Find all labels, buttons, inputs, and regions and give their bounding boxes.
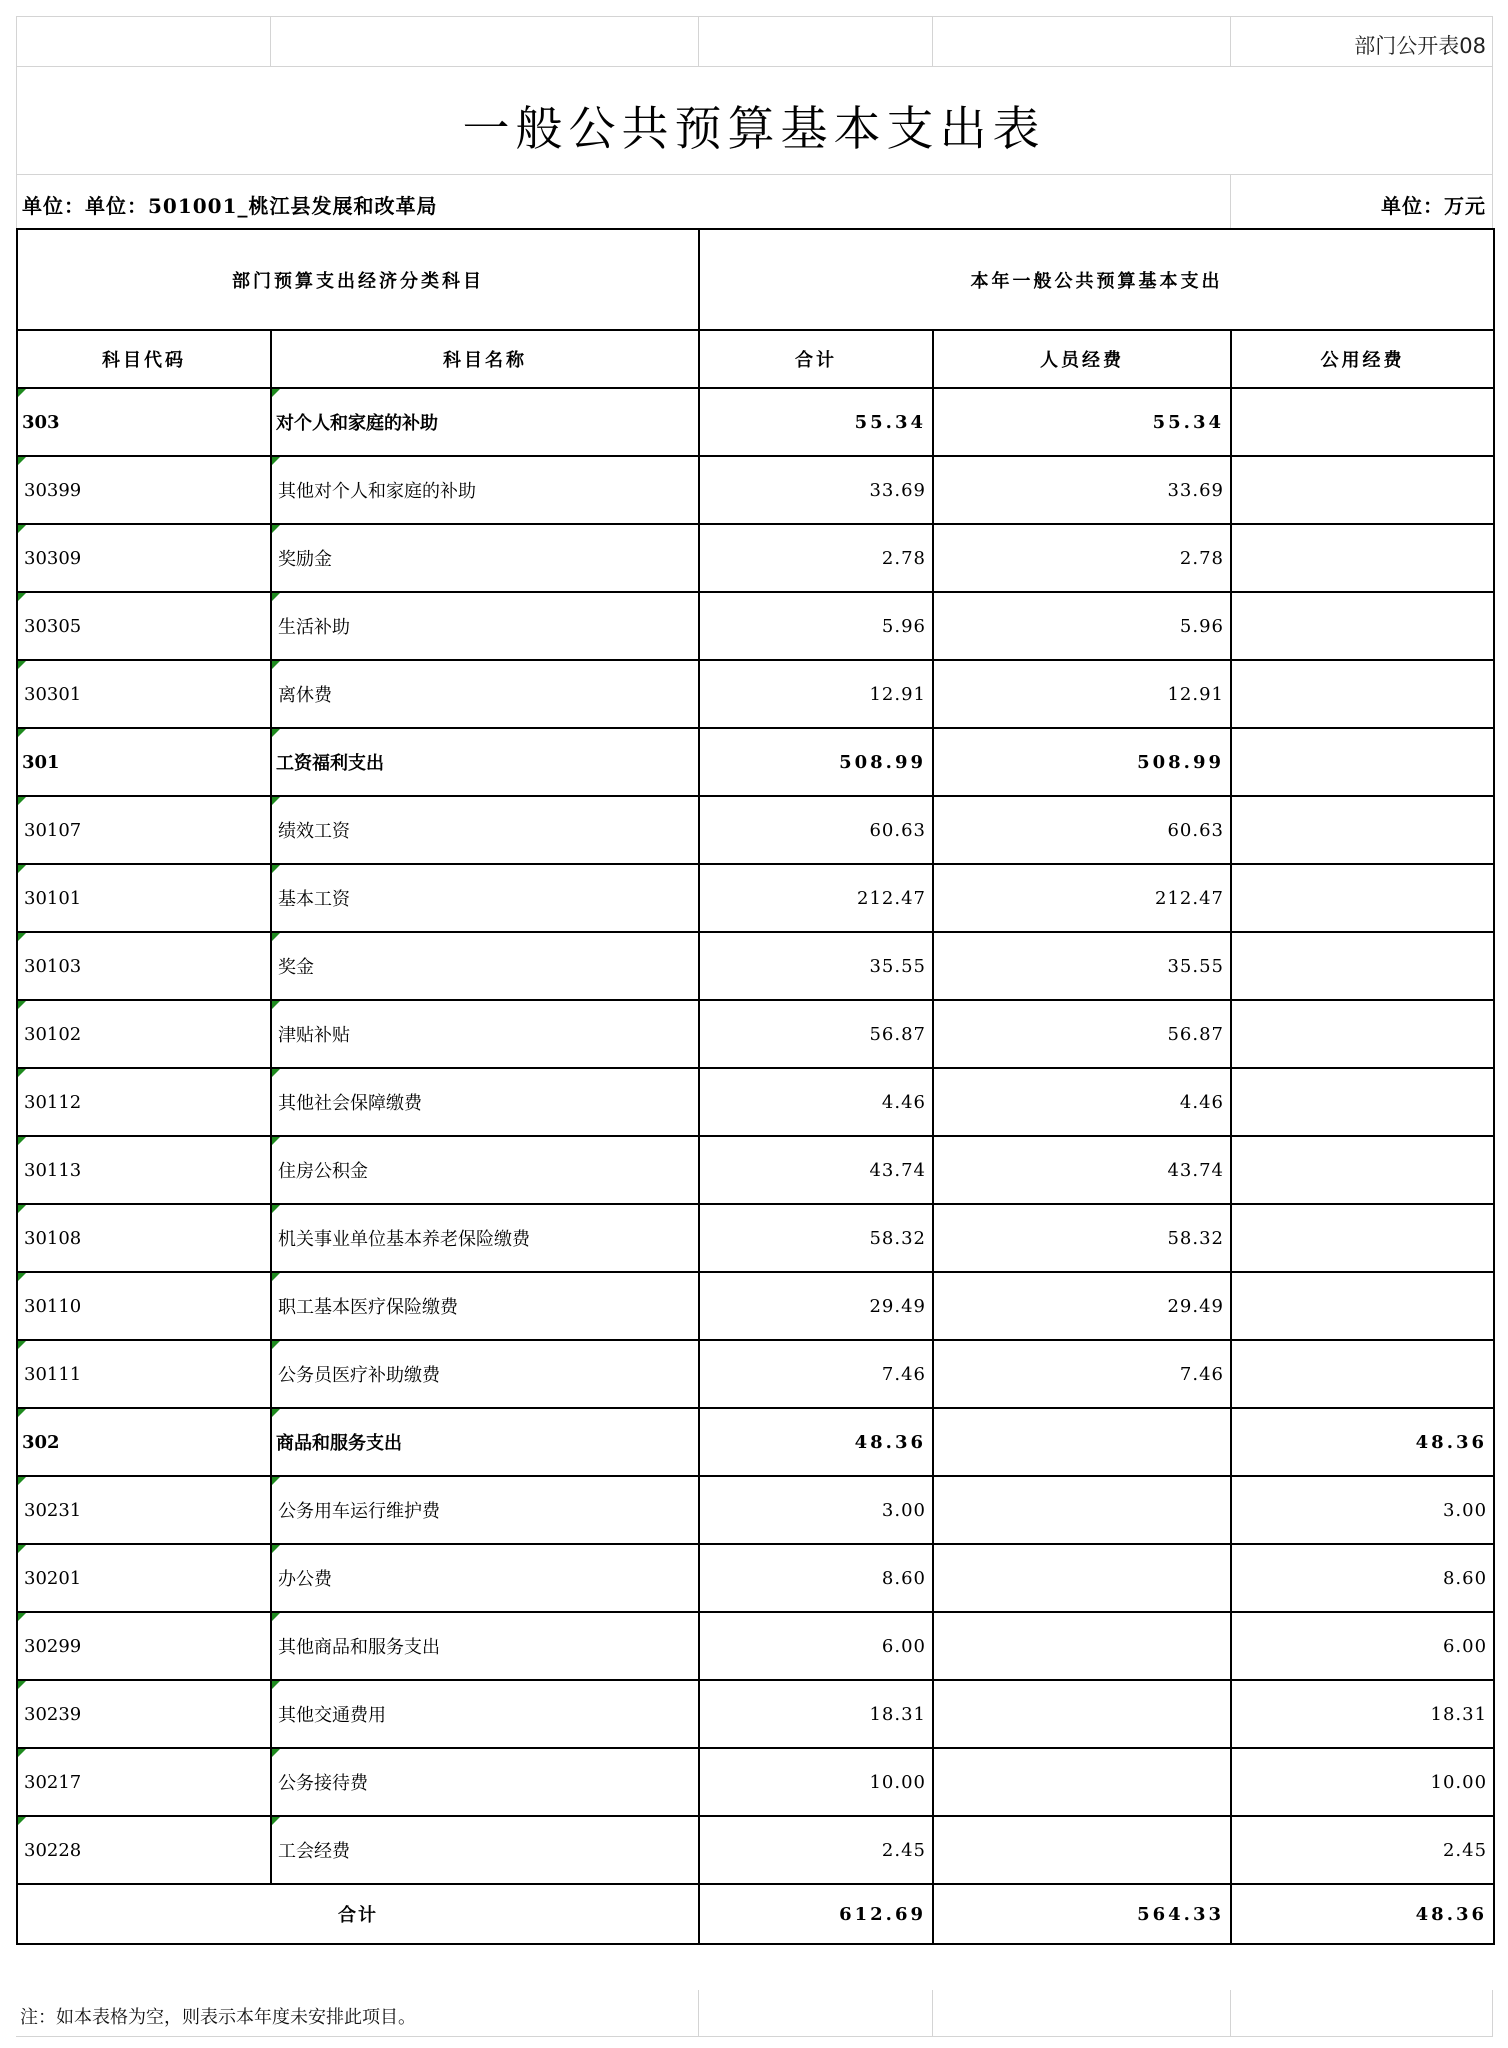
cell-comment-marker-icon xyxy=(18,1477,26,1485)
cell-public[interactable] xyxy=(1231,728,1494,796)
cell-personnel-text: 4.46 xyxy=(1179,1091,1224,1113)
cell-name-text: 基本工资 xyxy=(278,889,350,910)
cell-comment-marker-icon xyxy=(272,593,280,601)
cell-personnel-text: 508.99 xyxy=(1137,751,1224,773)
cell-comment-marker-icon xyxy=(18,593,26,601)
cell-name-text: 商品和服务支出 xyxy=(276,1433,402,1454)
cell-comment-marker-icon xyxy=(272,1001,280,1009)
cell-comment-marker-icon xyxy=(18,797,26,805)
cell-total-text: 12.91 xyxy=(869,683,926,705)
cell-personnel-text: 29.49 xyxy=(1167,1295,1224,1317)
cell-name-text: 绩效工资 xyxy=(278,821,350,842)
grid-line xyxy=(698,16,699,66)
cell-total[interactable] xyxy=(699,1272,933,1340)
cell-total[interactable] xyxy=(699,1476,933,1544)
table-row xyxy=(17,864,1494,932)
cell-public[interactable] xyxy=(1231,1136,1494,1204)
cell-name-text: 对个人和家庭的补助 xyxy=(276,413,438,434)
cell-total-text: 8.60 xyxy=(881,1567,926,1589)
cell-comment-marker-icon xyxy=(272,1477,280,1485)
cell-public[interactable] xyxy=(1231,524,1494,592)
cell-comment-marker-icon xyxy=(272,1409,280,1417)
header-row-columns xyxy=(17,330,1494,388)
cell-comment-marker-icon xyxy=(272,729,280,737)
table-row xyxy=(17,1136,1494,1204)
cell-total-text: 10.00 xyxy=(869,1771,926,1793)
table-row xyxy=(17,1000,1494,1068)
cell-public[interactable] xyxy=(1231,592,1494,660)
cell-public[interactable] xyxy=(1231,1544,1494,1612)
cell-public[interactable] xyxy=(1231,1816,1494,1884)
cell-comment-marker-icon xyxy=(18,389,26,397)
cell-code[interactable] xyxy=(17,1476,271,1544)
cell-total-text: 55.34 xyxy=(854,411,926,433)
table-row xyxy=(17,1068,1494,1136)
header-name: 科目名称 xyxy=(271,330,699,388)
cell-code-text: 30228 xyxy=(24,1839,82,1861)
cell-code[interactable] xyxy=(17,1680,271,1748)
cell-code-text: 30101 xyxy=(24,887,82,909)
table-row-category xyxy=(17,1408,1494,1476)
cell-total-text: 33.69 xyxy=(869,479,926,501)
cell-name[interactable] xyxy=(271,932,699,1000)
cell-personnel[interactable] xyxy=(933,660,1231,728)
cell-comment-marker-icon xyxy=(18,661,26,669)
header-category-group: 部门预算支出经济分类科目 xyxy=(17,229,699,330)
cell-code-text: 303 xyxy=(22,411,60,433)
cell-name-text: 工资福利支出 xyxy=(276,753,384,774)
cell-comment-marker-icon xyxy=(272,661,280,669)
cell-name-text: 其他对个人和家庭的补助 xyxy=(278,481,476,502)
cell-name-text: 其他社会保障缴费 xyxy=(278,1093,422,1114)
cell-public[interactable] xyxy=(1231,388,1494,456)
cell-personnel[interactable] xyxy=(933,1748,1231,1816)
cell-name-text: 工会经费 xyxy=(278,1841,350,1862)
cell-public[interactable] xyxy=(1231,796,1494,864)
cell-name-text: 公务员医疗补助缴费 xyxy=(278,1365,440,1386)
cell-total[interactable] xyxy=(699,1068,933,1136)
cell-personnel[interactable] xyxy=(933,1612,1231,1680)
cell-code[interactable] xyxy=(17,1816,271,1884)
cell-personnel[interactable] xyxy=(933,456,1231,524)
table-row xyxy=(17,660,1494,728)
cell-comment-marker-icon xyxy=(18,457,26,465)
cell-personnel-text: 56.87 xyxy=(1167,1023,1224,1045)
cell-code-text: 302 xyxy=(22,1431,60,1453)
cell-comment-marker-icon xyxy=(18,1001,26,1009)
table-row xyxy=(17,1748,1494,1816)
cell-total[interactable] xyxy=(699,1544,933,1612)
cell-public[interactable] xyxy=(1231,932,1494,1000)
cell-comment-marker-icon xyxy=(18,1341,26,1349)
cell-total[interactable] xyxy=(699,1680,933,1748)
cell-code-text: 30299 xyxy=(24,1635,82,1657)
cell-total[interactable] xyxy=(699,524,933,592)
cell-code-text: 30113 xyxy=(24,1159,82,1181)
cell-name-text: 机关事业单位基本养老保险缴费 xyxy=(278,1229,530,1250)
cell-code-text: 30217 xyxy=(24,1771,82,1793)
cell-total[interactable] xyxy=(699,388,933,456)
cell-comment-marker-icon xyxy=(18,1205,26,1213)
cell-name[interactable] xyxy=(271,796,699,864)
table-row xyxy=(17,796,1494,864)
table-row xyxy=(17,1816,1494,1884)
grid-line xyxy=(932,1990,933,2036)
cell-code[interactable] xyxy=(17,1408,271,1476)
cell-comment-marker-icon xyxy=(272,1545,280,1553)
cell-name[interactable] xyxy=(271,1408,699,1476)
cell-code-text: 301 xyxy=(22,751,60,773)
unit-label: 单位：单位：501001_桃江县发展和改革局 xyxy=(22,194,438,218)
footnote: 注：如本表格为空，则表示本年度未安排此项目。 xyxy=(20,2007,416,2028)
cell-public[interactable] xyxy=(1231,1068,1494,1136)
cell-total-text: 212.47 xyxy=(857,887,926,909)
cell-public-text: 3.00 xyxy=(1442,1499,1488,1521)
cell-personnel[interactable] xyxy=(933,932,1231,1000)
cell-total[interactable] xyxy=(699,1408,933,1476)
cell-personnel-text: 7.46 xyxy=(1179,1363,1224,1385)
cell-code-text: 30231 xyxy=(24,1499,82,1521)
table-row-category xyxy=(17,388,1494,456)
cell-total[interactable] xyxy=(699,1816,933,1884)
budget-table xyxy=(16,228,1495,1945)
cell-name[interactable] xyxy=(271,1748,699,1816)
cell-name[interactable] xyxy=(271,1544,699,1612)
cell-personnel-text: 55.34 xyxy=(1152,411,1224,433)
grid-line xyxy=(270,16,271,66)
cell-code[interactable] xyxy=(17,728,271,796)
cell-public[interactable] xyxy=(1231,1272,1494,1340)
cell-comment-marker-icon xyxy=(272,525,280,533)
cell-name[interactable] xyxy=(271,1816,699,1884)
total-public[interactable]: 48.36 xyxy=(1231,1884,1494,1944)
cell-public-text: 10.00 xyxy=(1430,1771,1488,1793)
cell-personnel[interactable] xyxy=(933,524,1231,592)
cell-comment-marker-icon xyxy=(18,729,26,737)
grid-line xyxy=(16,174,1493,175)
grid-line xyxy=(16,16,1493,17)
cell-name[interactable] xyxy=(271,1612,699,1680)
cell-comment-marker-icon xyxy=(272,933,280,941)
cell-name[interactable] xyxy=(271,388,699,456)
cell-name-text: 住房公积金 xyxy=(278,1161,368,1182)
cell-code[interactable] xyxy=(17,1748,271,1816)
cell-personnel[interactable] xyxy=(933,864,1231,932)
cell-code-text: 30110 xyxy=(24,1295,82,1317)
cell-code[interactable] xyxy=(17,592,271,660)
cell-comment-marker-icon xyxy=(272,1137,280,1145)
cell-comment-marker-icon xyxy=(272,1613,280,1621)
header-expenditure-group: 本年一般公共预算基本支出 xyxy=(699,229,1494,330)
cell-name[interactable] xyxy=(271,1068,699,1136)
cell-personnel-text: 58.32 xyxy=(1167,1227,1224,1249)
cell-name[interactable] xyxy=(271,1340,699,1408)
cell-code-text: 30107 xyxy=(24,819,82,841)
header-total: 合计 xyxy=(699,330,933,388)
table-row xyxy=(17,1612,1494,1680)
cell-code[interactable] xyxy=(17,388,271,456)
cell-total[interactable] xyxy=(699,728,933,796)
cell-personnel[interactable] xyxy=(933,1408,1231,1476)
cell-total[interactable] xyxy=(699,592,933,660)
grid-line xyxy=(1230,174,1231,228)
cell-comment-marker-icon xyxy=(272,1205,280,1213)
cell-total[interactable] xyxy=(699,456,933,524)
cell-personnel[interactable] xyxy=(933,1476,1231,1544)
cell-public[interactable] xyxy=(1231,1340,1494,1408)
cell-comment-marker-icon xyxy=(18,1273,26,1281)
cell-total-text: 508.99 xyxy=(839,751,926,773)
cell-name-text: 离休费 xyxy=(278,685,332,706)
header-row-group xyxy=(17,229,1494,330)
cell-name-text: 其他商品和服务支出 xyxy=(278,1637,440,1658)
cell-name-text: 其他交通费用 xyxy=(278,1705,386,1726)
cell-code[interactable] xyxy=(17,1204,271,1272)
cell-personnel-text: 33.69 xyxy=(1167,479,1224,501)
cell-comment-marker-icon xyxy=(18,1137,26,1145)
total-label: 合计 xyxy=(17,1884,699,1944)
cell-code-text: 30309 xyxy=(24,547,82,569)
cell-public-text: 8.60 xyxy=(1442,1567,1488,1589)
cell-name[interactable] xyxy=(271,592,699,660)
table-row-total xyxy=(17,1884,1494,1944)
cell-comment-marker-icon xyxy=(272,1681,280,1689)
cell-total[interactable] xyxy=(699,864,933,932)
cell-code[interactable] xyxy=(17,456,271,524)
cell-total[interactable] xyxy=(699,1000,933,1068)
cell-public[interactable] xyxy=(1231,1612,1494,1680)
header-personnel: 人员经费 xyxy=(933,330,1231,388)
grid-line xyxy=(16,66,1493,67)
cell-personnel[interactable] xyxy=(933,388,1231,456)
cell-public-text: 2.45 xyxy=(1442,1839,1488,1861)
cell-comment-marker-icon xyxy=(272,797,280,805)
cell-name-text: 职工基本医疗保险缴费 xyxy=(278,1297,458,1318)
cell-total-text: 2.45 xyxy=(881,1839,926,1861)
cell-total[interactable] xyxy=(699,1340,933,1408)
cell-comment-marker-icon xyxy=(18,1069,26,1077)
cell-code[interactable] xyxy=(17,1340,271,1408)
cell-personnel-text: 212.47 xyxy=(1155,887,1224,909)
cell-public[interactable] xyxy=(1231,456,1494,524)
cell-total[interactable] xyxy=(699,796,933,864)
cell-code[interactable] xyxy=(17,1612,271,1680)
cell-comment-marker-icon xyxy=(18,1545,26,1553)
cell-name-text: 津贴补贴 xyxy=(278,1025,350,1046)
cell-total-text: 43.74 xyxy=(869,1159,926,1181)
cell-comment-marker-icon xyxy=(18,1409,26,1417)
cell-personnel[interactable] xyxy=(933,1680,1231,1748)
cell-comment-marker-icon xyxy=(18,1681,26,1689)
cell-name[interactable] xyxy=(271,1476,699,1544)
cell-personnel[interactable] xyxy=(933,1816,1231,1884)
cell-comment-marker-icon xyxy=(18,1817,26,1825)
cell-public[interactable] xyxy=(1231,1408,1494,1476)
cell-code-text: 30301 xyxy=(24,683,82,705)
cell-comment-marker-icon xyxy=(272,389,280,397)
grid-line xyxy=(1492,16,1493,228)
cell-public[interactable] xyxy=(1231,1748,1494,1816)
cell-total[interactable] xyxy=(699,1612,933,1680)
cell-code[interactable] xyxy=(17,1068,271,1136)
cell-public-text: 6.00 xyxy=(1442,1635,1488,1657)
grid-line xyxy=(16,2036,1493,2037)
cell-name-text: 生活补助 xyxy=(278,617,350,638)
cell-public[interactable] xyxy=(1231,1000,1494,1068)
table-row xyxy=(17,932,1494,1000)
cell-personnel[interactable] xyxy=(933,1000,1231,1068)
grid-line xyxy=(1230,16,1231,66)
cell-code-text: 30112 xyxy=(24,1091,82,1113)
cell-name[interactable] xyxy=(271,660,699,728)
total-sum[interactable]: 612.69 xyxy=(699,1884,933,1944)
cell-code-text: 30102 xyxy=(24,1023,82,1045)
currency-unit-label: 单位：万元 xyxy=(1381,194,1486,218)
cell-code-text: 30103 xyxy=(24,955,82,977)
cell-public[interactable] xyxy=(1231,1476,1494,1544)
cell-personnel[interactable] xyxy=(933,592,1231,660)
cell-total-text: 29.49 xyxy=(869,1295,926,1317)
cell-code-text: 30201 xyxy=(24,1567,82,1589)
cell-comment-marker-icon xyxy=(272,1069,280,1077)
cell-personnel-text: 12.91 xyxy=(1167,683,1224,705)
cell-code-text: 30111 xyxy=(24,1363,82,1385)
cell-public[interactable] xyxy=(1231,1204,1494,1272)
cell-code[interactable] xyxy=(17,1136,271,1204)
cell-name-text: 公务接待费 xyxy=(278,1773,368,1794)
page-title: 一般公共预算基本支出表 xyxy=(462,102,1046,157)
cell-public[interactable] xyxy=(1231,1680,1494,1748)
cell-name[interactable] xyxy=(271,1204,699,1272)
cell-comment-marker-icon xyxy=(18,525,26,533)
cell-name[interactable] xyxy=(271,524,699,592)
cell-name[interactable] xyxy=(271,728,699,796)
cell-total-text: 4.46 xyxy=(881,1091,926,1113)
table-row xyxy=(17,1544,1494,1612)
cell-comment-marker-icon xyxy=(18,933,26,941)
cell-comment-marker-icon xyxy=(272,1341,280,1349)
cell-personnel[interactable] xyxy=(933,1068,1231,1136)
cell-comment-marker-icon xyxy=(272,1817,280,1825)
cell-personnel-text: 5.96 xyxy=(1179,615,1224,637)
cell-total-text: 58.32 xyxy=(869,1227,926,1249)
cell-comment-marker-icon xyxy=(18,1749,26,1757)
cell-total-text: 35.55 xyxy=(869,955,926,977)
cell-comment-marker-icon xyxy=(18,1613,26,1621)
cell-name-text: 公务用车运行维护费 xyxy=(278,1501,440,1522)
cell-code[interactable] xyxy=(17,864,271,932)
cell-personnel[interactable] xyxy=(933,1272,1231,1340)
cell-total[interactable] xyxy=(699,1204,933,1272)
table-row xyxy=(17,524,1494,592)
cell-total[interactable] xyxy=(699,1136,933,1204)
table-row xyxy=(17,456,1494,524)
table-row-category xyxy=(17,728,1494,796)
cell-name[interactable] xyxy=(271,1000,699,1068)
cell-personnel-text: 2.78 xyxy=(1179,547,1224,569)
cell-public[interactable] xyxy=(1231,864,1494,932)
cell-personnel-text: 35.55 xyxy=(1167,955,1224,977)
table-row xyxy=(17,592,1494,660)
cell-code[interactable] xyxy=(17,660,271,728)
cell-total-text: 60.63 xyxy=(869,819,926,841)
form-number: 部门公开表08 xyxy=(1354,34,1486,58)
cell-total-text: 2.78 xyxy=(881,547,926,569)
cell-name-text: 奖励金 xyxy=(278,549,332,570)
cell-total-text: 48.36 xyxy=(854,1431,926,1453)
cell-personnel[interactable] xyxy=(933,1136,1231,1204)
cell-personnel[interactable] xyxy=(933,796,1231,864)
cell-code[interactable] xyxy=(17,1000,271,1068)
grid-line xyxy=(932,16,933,66)
cell-personnel[interactable] xyxy=(933,728,1231,796)
cell-name[interactable] xyxy=(271,864,699,932)
cell-code[interactable] xyxy=(17,1544,271,1612)
table-row xyxy=(17,1272,1494,1340)
cell-personnel-text: 43.74 xyxy=(1167,1159,1224,1181)
table-row xyxy=(17,1340,1494,1408)
cell-code[interactable] xyxy=(17,796,271,864)
table-row xyxy=(17,1680,1494,1748)
cell-total-text: 18.31 xyxy=(869,1703,926,1725)
cell-public-text: 18.31 xyxy=(1430,1703,1488,1725)
grid-line xyxy=(1230,1990,1231,2036)
cell-name[interactable] xyxy=(271,1136,699,1204)
cell-code-text: 30108 xyxy=(24,1227,82,1249)
cell-personnel-text: 60.63 xyxy=(1167,819,1224,841)
cell-comment-marker-icon xyxy=(272,457,280,465)
cell-code[interactable] xyxy=(17,524,271,592)
cell-code[interactable] xyxy=(17,932,271,1000)
cell-name[interactable] xyxy=(271,456,699,524)
header-code: 科目代码 xyxy=(17,330,271,388)
table-row xyxy=(17,1204,1494,1272)
cell-total-text: 5.96 xyxy=(881,615,926,637)
cell-total-text: 56.87 xyxy=(869,1023,926,1045)
cell-total-text: 7.46 xyxy=(881,1363,926,1385)
table-row xyxy=(17,1476,1494,1544)
cell-code-text: 30399 xyxy=(24,479,82,501)
cell-comment-marker-icon xyxy=(272,1749,280,1757)
grid-line xyxy=(1492,1990,1493,2036)
cell-total-text: 3.00 xyxy=(881,1499,926,1521)
cell-comment-marker-icon xyxy=(272,865,280,873)
cell-code-text: 30239 xyxy=(24,1703,82,1725)
cell-personnel[interactable] xyxy=(933,1204,1231,1272)
cell-name[interactable] xyxy=(271,1680,699,1748)
header-public: 公用经费 xyxy=(1231,330,1494,388)
cell-total-text: 6.00 xyxy=(881,1635,926,1657)
grid-line xyxy=(698,1990,699,2036)
total-personnel[interactable]: 564.33 xyxy=(933,1884,1231,1944)
cell-code-text: 30305 xyxy=(24,615,82,637)
cell-public-text: 48.36 xyxy=(1415,1431,1488,1453)
cell-public[interactable] xyxy=(1231,660,1494,728)
cell-code[interactable] xyxy=(17,1272,271,1340)
cell-total[interactable] xyxy=(699,660,933,728)
cell-personnel[interactable] xyxy=(933,1544,1231,1612)
cell-name-text: 办公费 xyxy=(278,1569,332,1590)
cell-comment-marker-icon xyxy=(18,865,26,873)
cell-personnel[interactable] xyxy=(933,1340,1231,1408)
cell-total[interactable] xyxy=(699,932,933,1000)
cell-name[interactable] xyxy=(271,1272,699,1340)
cell-total[interactable] xyxy=(699,1748,933,1816)
cell-name-text: 奖金 xyxy=(278,957,314,978)
cell-comment-marker-icon xyxy=(272,1273,280,1281)
